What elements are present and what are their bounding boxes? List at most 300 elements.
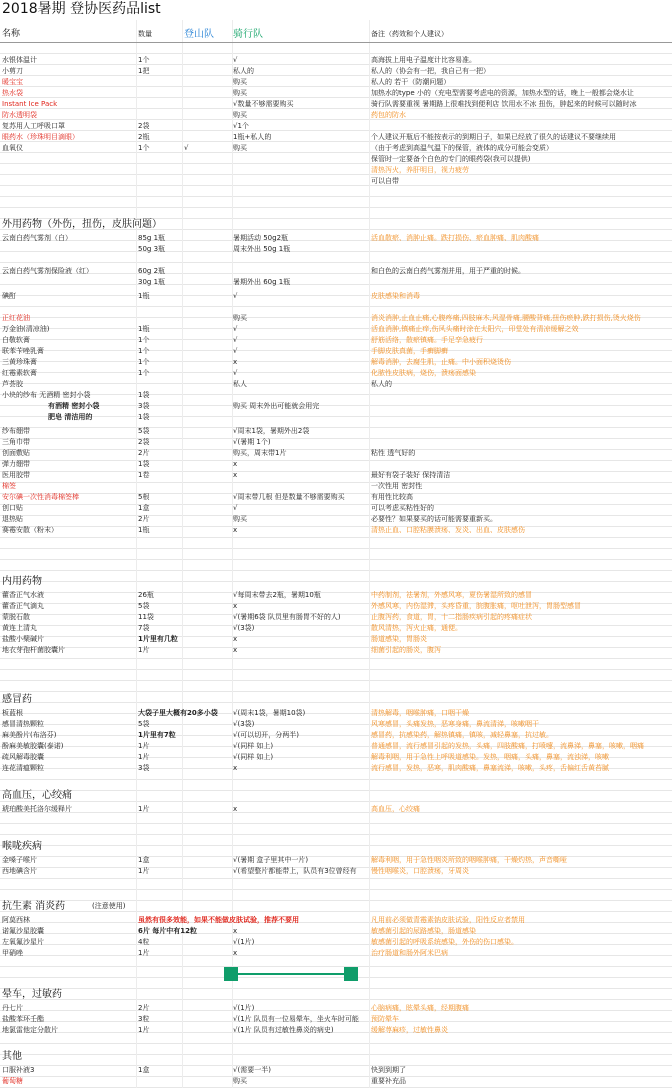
- cell-note[interactable]: 有用性比较高: [371, 493, 413, 501]
- cell-note[interactable]: 凡用前必须做青霉素钠皮肤试验，阳性反应者禁用: [371, 916, 525, 924]
- cell-qty[interactable]: 1片里有7粒: [138, 731, 176, 739]
- cell-qty[interactable]: 1片: [138, 753, 150, 761]
- cell-ride[interactable]: √(1片 队员有一位易晕车，坐火车时可能: [233, 1015, 359, 1023]
- cell-name[interactable]: 丹七片: [2, 1004, 23, 1012]
- cell-name[interactable]: 创口贴: [2, 504, 23, 512]
- cell-note[interactable]: 皮肤感染和消毒: [371, 292, 420, 300]
- cell-note[interactable]: 预防晕车: [371, 1015, 399, 1023]
- cell-qty[interactable]: 30g 1瓶: [138, 278, 166, 286]
- section-header-row: [0, 575, 672, 588]
- cell-name[interactable]: 口服补液3: [2, 1066, 35, 1074]
- cell-note[interactable]: 慢性咽喉炎，口腔溃疡，牙周炎: [371, 867, 469, 875]
- section-header-row: [0, 1050, 672, 1063]
- cell-ride[interactable]: √(暑期 盒子里其中一片): [233, 856, 309, 864]
- table-row: [0, 804, 672, 815]
- cell-name[interactable]: 藿香正气水液: [2, 591, 44, 599]
- table-row: [0, 99, 672, 110]
- table-row: [0, 470, 672, 481]
- cell-name[interactable]: 麻美酚片(布洛芬): [2, 731, 57, 739]
- cell-qty[interactable]: 1片: [138, 646, 150, 654]
- cell-ride[interactable]: 暑期活动 50g2瓶: [233, 234, 289, 242]
- cell-ride[interactable]: √周末1袋，暑期外出2袋: [233, 427, 310, 435]
- cell-name[interactable]: 盐酸苯环壬酯: [2, 1015, 44, 1023]
- cell-qty[interactable]: 3袋: [138, 402, 150, 410]
- cell-ride[interactable]: √(希望整片都能带上，队员有3位曾经有: [233, 867, 357, 875]
- cell-ride[interactable]: √(3袋): [233, 720, 255, 728]
- cell-note[interactable]: （由于考虑到高温气温下的保管，液体的成分可能会变质）: [371, 144, 553, 152]
- cell-note[interactable]: 手脚皮肤真菌，手癣脚癣: [371, 347, 448, 355]
- cell-note[interactable]: 解毒利咽，用于急性咽炎所致的咽喉肿痛，干燥灼热，声音嘶哑: [371, 856, 567, 864]
- cell-name[interactable]: 芦荟胶: [2, 380, 23, 388]
- table-row: [0, 121, 672, 132]
- cell-name[interactable]: 血氧仪: [2, 144, 23, 152]
- table-row: [0, 1003, 672, 1014]
- cell-name[interactable]: 云南白药气雾剂（白）: [2, 234, 72, 242]
- header-name[interactable]: 名称: [2, 29, 21, 39]
- table-row: [0, 503, 672, 514]
- cell-ride[interactable]: √(1片 队员有过敏性鼻炎的病史): [233, 1026, 334, 1034]
- cell-ride[interactable]: 暑期外出 60g 1瓶: [233, 278, 291, 286]
- cell-ride[interactable]: 购买，周末带1片: [233, 449, 287, 457]
- selection-line: [238, 973, 344, 975]
- table-row: [0, 623, 672, 634]
- cell-qty[interactable]: 3袋: [138, 764, 150, 772]
- cell-name[interactable]: 三黄珍珠膏: [2, 358, 37, 366]
- cell-qty[interactable]: 5根: [138, 493, 150, 501]
- table-row: [0, 708, 672, 719]
- cell-name[interactable]: 甲硝唑: [2, 949, 23, 957]
- section-header-row: [0, 900, 672, 913]
- table-row: [0, 426, 672, 437]
- cell-ride[interactable]: 购买: [233, 1077, 247, 1085]
- cell-name[interactable]: 弹力绷带: [2, 460, 30, 468]
- cell-ride[interactable]: √(1片): [233, 938, 255, 946]
- cell-note[interactable]: 私人的 若干（防潮问题）: [371, 78, 451, 86]
- cell-ride[interactable]: √: [233, 347, 238, 355]
- cell-note[interactable]: 粘性 透气好的: [371, 449, 416, 457]
- cell-name[interactable]: 小剪刀: [2, 67, 23, 75]
- cell-note[interactable]: 治疗肠道和肠外阿米巴病: [371, 949, 448, 957]
- table-row: [0, 1076, 672, 1087]
- cell-ride[interactable]: 购买: [233, 89, 247, 97]
- cell-qty[interactable]: 1袋: [138, 460, 150, 468]
- cell-name[interactable]: 感冒药: [2, 694, 32, 705]
- cell-name[interactable]: 纱布绷带: [2, 427, 30, 435]
- cell-note[interactable]: 清热泻火，养肝明目，视力疲劳: [371, 166, 469, 174]
- cell-note[interactable]: 高海拔上用电子温度计比容易准。: [371, 56, 476, 64]
- cell-ride[interactable]: √(暑期 1个): [233, 438, 271, 446]
- header-qty[interactable]: 数量: [138, 30, 152, 38]
- cell-ride[interactable]: x: [233, 646, 238, 654]
- cell-name[interactable]: 藿香正气滴丸: [2, 602, 44, 610]
- selection-handle-right[interactable]: [344, 967, 358, 981]
- cell-name[interactable]: 琥珀酸美托洛尔缓释片: [2, 805, 72, 813]
- table-row: [0, 514, 672, 525]
- table-row: [0, 233, 672, 244]
- cell-note[interactable]: 清热止血、口腔粘膜溃疡、发炎、出血、皮肤感伤: [371, 526, 525, 534]
- cell-note[interactable]: 敏感菌引起的尿路感染，肠道感染: [371, 927, 476, 935]
- cell-qty[interactable]: 1瓶: [138, 325, 150, 333]
- table-row: [0, 88, 672, 99]
- cell-name[interactable]: 赛霉安散（粉末）: [2, 526, 58, 534]
- cell-qty[interactable]: 11袋: [138, 613, 154, 621]
- cell-ride[interactable]: 私人的: [233, 67, 254, 75]
- cell-name[interactable]: 医用胶带: [2, 471, 30, 479]
- cell-qty[interactable]: 1个: [138, 369, 150, 377]
- section-header-row: [0, 988, 672, 1001]
- cell-note[interactable]: 加热水的type 小的（充电型需要考虑电的资源，加热水型的话，晚上一般都会烧水让: [371, 89, 634, 97]
- cell-note[interactable]: 普通感冒，流行感冒引起的发热，头痛，四肢酸痛，打喷嚏，流鼻涕，鼻塞，咳嗽，咽痛: [371, 742, 644, 750]
- cell-note[interactable]: 化脓性皮肤病，烧伤，溃疡面感染: [371, 369, 476, 377]
- cell-ride[interactable]: √(需要一半): [233, 1066, 271, 1074]
- section-note: (注意使用): [92, 902, 126, 910]
- table-row: [0, 752, 672, 763]
- cell-name[interactable]: 水银体温计: [2, 56, 37, 64]
- cell-ride[interactable]: 私人: [233, 380, 247, 388]
- cell-name[interactable]: 红霉素软膏: [2, 369, 37, 377]
- cell-qty[interactable]: 1个: [138, 144, 150, 152]
- table-row: [0, 266, 672, 277]
- cell-name[interactable]: 盐酸小檗碱片: [2, 635, 44, 643]
- cell-ride[interactable]: x: [233, 358, 238, 366]
- cell-name[interactable]: 云南白药气雾剂保险液（红）: [2, 267, 93, 275]
- cell-note[interactable]: 可以自带: [371, 177, 399, 185]
- cell-qty[interactable]: 2片: [138, 515, 150, 523]
- section-header-row: [0, 693, 672, 706]
- cell-name[interactable]: 白敬软膏: [2, 336, 30, 344]
- cell-ride[interactable]: √: [233, 325, 238, 333]
- cell-note[interactable]: 细菌引起的肠炎，腹泻: [371, 646, 441, 654]
- cell-name[interactable]: 喉咙疾病: [2, 841, 42, 852]
- table-row: [0, 291, 672, 302]
- table-row: [0, 132, 672, 143]
- table-row: [0, 66, 672, 77]
- cell-name[interactable]: 晕车，过敏药: [2, 989, 62, 1000]
- cell-ride[interactable]: √1个: [233, 122, 249, 130]
- table-row: [0, 525, 672, 536]
- cell-note[interactable]: 必要性？如果要买的话可能需要重新买。: [371, 515, 497, 523]
- cell-name[interactable]: 地衣芽孢杆菌胶囊片: [2, 646, 65, 654]
- cell-note[interactable]: 保管时一定要备个白色的专门的眼药袋(我可以提供): [371, 155, 531, 163]
- cell-name[interactable]: 正红花油: [2, 314, 30, 322]
- cell-ride[interactable]: √周末带几根 但是数量不够需要购买: [233, 493, 345, 501]
- header-notes[interactable]: 备注（药效和个人建议）: [371, 30, 448, 38]
- cell-qty[interactable]: 6片 每片中有12粒: [138, 927, 198, 935]
- cell-name[interactable]: 三角巾带: [2, 438, 30, 446]
- table-row: [0, 741, 672, 752]
- cell-qty[interactable]: 1个: [138, 347, 150, 355]
- cell-name[interactable]: 外用药物（外伤，扭伤，皮肤问题）: [2, 219, 162, 230]
- cell-note[interactable]: 散风清热，泻火止痛，通便。: [371, 624, 462, 632]
- cell-note[interactable]: 敏感菌引起的呼吸系统感染，外伤的伤口感染。: [371, 938, 518, 946]
- table-row: [0, 165, 672, 176]
- cell-ride[interactable]: x: [233, 949, 238, 957]
- table-row: [0, 730, 672, 741]
- cell-name[interactable]: 黄连上清丸: [2, 624, 37, 632]
- table-row: [0, 492, 672, 503]
- table-row: [0, 313, 672, 324]
- cell-note[interactable]: 中药制剂，祛暑剂，外感风寒，夏伤暑湿所致的感冒: [371, 591, 532, 599]
- table-row: [0, 634, 672, 645]
- cell-name[interactable]: 感冒清热颗粒: [2, 720, 44, 728]
- table-row: [0, 412, 672, 423]
- cell-ride[interactable]: 购买: [233, 314, 247, 322]
- cell-name[interactable]: 诺氟沙星胶囊: [2, 927, 44, 935]
- table-row: [0, 176, 672, 187]
- table-row: [0, 143, 672, 154]
- cell-qty[interactable]: 1瓶: [138, 292, 150, 300]
- cell-note[interactable]: 重要补充品: [371, 1077, 406, 1085]
- cell-name[interactable]: 西地碘含片: [2, 867, 37, 875]
- cell-qty[interactable]: 5袋: [138, 602, 150, 610]
- cell-note[interactable]: 舒筋活络，散瘀镇痛。手足孪急疲行: [371, 336, 483, 344]
- cell-qty[interactable]: 7袋: [138, 624, 150, 632]
- cell-name[interactable]: 安尔碘一次性消毒棉签棒: [2, 493, 79, 501]
- table-row: [0, 763, 672, 774]
- cell-name[interactable]: Instant Ice Pack: [2, 100, 58, 108]
- section-header-row: [0, 218, 672, 231]
- cell-qty[interactable]: 1片: [138, 949, 150, 957]
- cell-qty[interactable]: 2片: [138, 1004, 150, 1012]
- cell-name[interactable]: 热水袋: [2, 89, 23, 97]
- cell-qty[interactable]: 1片: [138, 1026, 150, 1034]
- cell-qty[interactable]: 3粒: [138, 1015, 150, 1023]
- header-ride-team[interactable]: 骑行队: [233, 29, 263, 40]
- table-row: [0, 1025, 672, 1036]
- cell-ride[interactable]: x: [233, 635, 238, 643]
- table-row: [0, 719, 672, 730]
- cell-ride[interactable]: x: [233, 526, 238, 534]
- cell-note[interactable]: 私人的（协会有一把，我自己有一把）: [371, 67, 490, 75]
- cell-note[interactable]: 和白色的云南白药气雾剂并用，用于严重的时候。: [371, 267, 525, 275]
- cell-name[interactable]: 碘酊: [2, 292, 16, 300]
- section-header-row: [0, 840, 672, 853]
- table-row: [0, 448, 672, 459]
- cell-note[interactable]: 私人的: [371, 380, 392, 388]
- cell-note[interactable]: 高血压，心绞痛: [371, 805, 420, 813]
- selection-handle-left[interactable]: [224, 967, 238, 981]
- cell-name[interactable]: 小块的纱布 无酒精 密封小袋: [2, 391, 91, 399]
- cell-qty[interactable]: 大袋子里大概有20多小袋: [138, 709, 218, 717]
- header-row: [0, 27, 672, 42]
- table-row: [0, 346, 672, 357]
- cell-note[interactable]: 解毒利咽，用于急性上呼吸道感染。发热，咽痛，头痛，鼻塞，流浊涕，咳嗽: [371, 753, 609, 761]
- cell-note[interactable]: 清热解毒，咽喉肿痛，口咽干燥: [371, 709, 469, 717]
- cell-ride[interactable]: x: [233, 602, 238, 610]
- cell-name[interactable]: 肥皂 清洁用的: [48, 413, 93, 421]
- table-row: [0, 590, 672, 601]
- cell-qty[interactable]: 1盒: [138, 856, 150, 864]
- cell-note[interactable]: 缓解荨麻疹，过敏性鼻炎: [371, 1026, 448, 1034]
- cell-ride[interactable]: √(同样 如上): [233, 753, 274, 761]
- cell-ride[interactable]: √每周末带去2瓶，暑期10瓶: [233, 591, 321, 599]
- cell-ride[interactable]: √(3袋): [233, 624, 255, 632]
- cell-qty[interactable]: 26瓶: [138, 591, 154, 599]
- cell-ride[interactable]: 购买: [233, 111, 247, 119]
- table-row: [0, 390, 672, 401]
- cell-note[interactable]: 止腹泻药，食道，胃，十二指肠疾病引起的疼痛症状: [371, 613, 532, 621]
- cell-name[interactable]: 联苯苄唑乳膏: [2, 347, 44, 355]
- cell-note[interactable]: 肠道感染，胃肠炎: [371, 635, 427, 643]
- table-row: [0, 937, 672, 948]
- cell-ride[interactable]: √: [233, 56, 238, 64]
- cell-qty[interactable]: 60g 2瓶: [138, 267, 166, 275]
- table-row: [0, 926, 672, 937]
- cell-ride[interactable]: 购买: [233, 144, 247, 152]
- table-row: [0, 645, 672, 656]
- cell-note[interactable]: 解毒消肿，去腐生肌，止痛。中小面积烧烫伤: [371, 358, 511, 366]
- cell-note[interactable]: 骑行队需要重视 暑期路上很难找到便利店 饮用水不冰 扭伤，肿起来的时候可以随时冰: [371, 100, 637, 108]
- cell-qty[interactable]: 1片: [138, 805, 150, 813]
- table-row: [0, 357, 672, 368]
- cell-name[interactable]: 棉签: [2, 482, 16, 490]
- cell-qty[interactable]: 1卷: [138, 471, 150, 479]
- cell-name[interactable]: 其他: [2, 1051, 22, 1062]
- cell-qty[interactable]: 1个: [138, 56, 150, 64]
- cell-note[interactable]: 活血散瘀、消肿止痛。跌打损伤、瘀血肿痛、肌肉酸痛: [371, 234, 539, 242]
- cell-name[interactable]: 万金油(清凉油): [2, 325, 50, 333]
- cell-note[interactable]: 个人建议开瓶后不能按表示的到期日子，如果已经放了很久的话建议不要继续用: [371, 133, 616, 141]
- cell-name[interactable]: 葡萄糖: [2, 1077, 23, 1085]
- cell-qty[interactable]: 5袋: [138, 720, 150, 728]
- cell-qty[interactable]: 1个: [138, 358, 150, 366]
- cell-note[interactable]: 感冒药，抗感染药，解热镇痛，镇咳，减轻鼻塞，抗过敏。: [371, 731, 553, 739]
- table-row: [0, 915, 672, 926]
- cell-ride[interactable]: √(可以切开，分两半): [233, 731, 299, 739]
- cell-name[interactable]: 内用药物: [2, 576, 42, 587]
- table-row: [0, 55, 672, 66]
- cell-name[interactable]: 暖宝宝: [2, 78, 23, 86]
- cell-name[interactable]: 创面敷贴: [2, 449, 30, 457]
- cell-ride[interactable]: √(1片): [233, 1004, 255, 1012]
- cell-ride[interactable]: x: [233, 927, 238, 935]
- cell-name[interactable]: 金嗓子喉片: [2, 856, 37, 864]
- cell-name[interactable]: 左氧氟沙星片: [2, 938, 44, 946]
- table-row: [0, 459, 672, 470]
- cell-ride[interactable]: 1瓶+私人的: [233, 133, 272, 141]
- table-row: [0, 77, 672, 88]
- cell-qty[interactable]: 1瓶: [138, 526, 150, 534]
- section-header-row: [0, 789, 672, 802]
- cell-name[interactable]: 复苏用人工呼吸口罩: [2, 122, 65, 130]
- cell-ride[interactable]: x: [233, 471, 238, 479]
- cell-ride[interactable]: √(周末1袋，暑期10袋): [233, 709, 306, 717]
- cell-ride[interactable]: √: [233, 336, 238, 344]
- cell-name[interactable]: 防水透明袋: [2, 111, 37, 119]
- table-row: [0, 866, 672, 877]
- table-row: [0, 948, 672, 959]
- sheet-title: 2018暑期 登协医药品list: [2, 1, 161, 17]
- cell-note[interactable]: 流行感冒，发热，恶寒，肌肉酸痛，鼻塞流涕，咳嗽，头疼，舌偏红舌黄苔腻: [371, 764, 609, 772]
- cell-qty[interactable]: 50g 3瓶: [138, 245, 166, 253]
- cell-ride[interactable]: x: [233, 764, 238, 772]
- table-row: [0, 612, 672, 623]
- cell-note[interactable]: 心脑病痛，眩晕头痛，经期腹痛: [371, 1004, 469, 1012]
- cell-name[interactable]: 地氯雷他定分散片: [2, 1026, 58, 1034]
- cell-qty[interactable]: 1盒: [138, 504, 150, 512]
- cell-qty[interactable]: 1个: [138, 336, 150, 344]
- cell-qty[interactable]: 1片里有几粒: [138, 635, 178, 643]
- cell-note[interactable]: 快到到期了: [371, 1066, 406, 1074]
- cell-qty[interactable]: 2袋: [138, 438, 150, 446]
- cell-ride[interactable]: √: [233, 369, 238, 377]
- cell-qty[interactable]: 1片: [138, 742, 150, 750]
- cell-qty[interactable]: 4粒: [138, 938, 150, 946]
- cell-qty[interactable]: 5袋: [138, 427, 150, 435]
- cell-name[interactable]: 抗生素 消炎药: [2, 901, 66, 912]
- cell-note[interactable]: 一次性用 密封性: [371, 482, 423, 490]
- cell-qty[interactable]: 2袋: [138, 122, 150, 130]
- table-row: [0, 401, 672, 412]
- cell-name[interactable]: 蒙脱石散: [2, 613, 30, 621]
- cell-climb[interactable]: √: [184, 144, 189, 152]
- cell-ride[interactable]: x: [233, 460, 238, 468]
- cell-qty[interactable]: 虽然有很多效能，如果不能做皮肤试验，推荐不要用: [138, 916, 299, 924]
- cell-note[interactable]: 可以考虑买粘性好的: [371, 504, 434, 512]
- cell-note[interactable]: 最好有袋子装好 保持清洁: [371, 471, 451, 479]
- table-row: [0, 1014, 672, 1025]
- cell-qty[interactable]: 85g 1瓶: [138, 234, 166, 242]
- cell-name[interactable]: 高血压，心绞痛: [2, 790, 72, 801]
- cell-ride[interactable]: √: [233, 504, 238, 512]
- table-row: [0, 601, 672, 612]
- cell-note[interactable]: 风寒感冒，头痛发热，恶寒身痛，鼻流清涕，咳嗽咽干: [371, 720, 539, 728]
- cell-ride[interactable]: √: [233, 292, 238, 300]
- table-row: [0, 335, 672, 346]
- cell-qty[interactable]: 1盒: [138, 1066, 150, 1074]
- cell-ride[interactable]: 购买: [233, 515, 247, 523]
- cell-name[interactable]: 连花清瘟颗粒: [2, 764, 44, 772]
- cell-name[interactable]: 阿莫西林: [2, 916, 30, 924]
- table-row: [0, 855, 672, 866]
- cell-name[interactable]: 有酒精 密封小袋: [48, 402, 100, 410]
- table-row: [0, 154, 672, 165]
- table-row: [0, 437, 672, 448]
- table-row: [0, 368, 672, 379]
- cell-name[interactable]: 板蓝根: [2, 709, 23, 717]
- table-row: [0, 481, 672, 492]
- cell-note[interactable]: 活血消肿,镇痛止痒,伤风头痛时涂在太阳穴，印堂处有清凉缓解之效: [371, 325, 579, 333]
- cell-ride[interactable]: √(暑期6袋 队员里有肠胃不好的人): [233, 613, 341, 621]
- table-row: [0, 324, 672, 335]
- cell-qty[interactable]: 1袋: [138, 413, 150, 421]
- header-climb-team[interactable]: 登山队: [184, 29, 214, 40]
- cell-qty[interactable]: 2片: [138, 449, 150, 457]
- cell-name[interactable]: 退热贴: [2, 515, 23, 523]
- table-row: [0, 1065, 672, 1076]
- table-row: [0, 379, 672, 390]
- cell-ride[interactable]: 购买 周末外出可能就会用完: [233, 402, 320, 410]
- cell-name[interactable]: 疏风解毒胶囊: [2, 753, 44, 761]
- table-row: [0, 277, 672, 288]
- table-row: [0, 110, 672, 121]
- cell-name[interactable]: 酚麻美敏胶囊(泰诺): [2, 742, 64, 750]
- cell-name[interactable]: 眼药水（珍珠明目滴眼）: [2, 133, 79, 141]
- cell-ride[interactable]: √数量不够需要购买: [233, 100, 294, 108]
- cell-note[interactable]: 药包的防水: [371, 111, 406, 119]
- cell-ride[interactable]: x: [233, 805, 238, 813]
- table-row: [0, 244, 672, 255]
- cell-qty[interactable]: 1片: [138, 867, 150, 875]
- cell-qty[interactable]: 2瓶: [138, 133, 150, 141]
- cell-ride[interactable]: 周末外出 50g 1瓶: [233, 245, 291, 253]
- cell-note[interactable]: 外感风寒，内伤湿滞，头疼昏重，脘腹胀痛，呕吐泄泻，胃肠型感冒: [371, 602, 581, 610]
- cell-ride[interactable]: √(同样 如上): [233, 742, 274, 750]
- cell-qty[interactable]: 1把: [138, 67, 150, 75]
- cell-qty[interactable]: 1袋: [138, 391, 150, 399]
- cell-ride[interactable]: 购买: [233, 78, 247, 86]
- cell-note[interactable]: 消炎消肿,止血止痛,心腹疼痛,四肢麻木,风湿骨痛,腰酸背痛,扭伤瘀肿,跌打损伤,烫火烧伤: [371, 314, 641, 322]
